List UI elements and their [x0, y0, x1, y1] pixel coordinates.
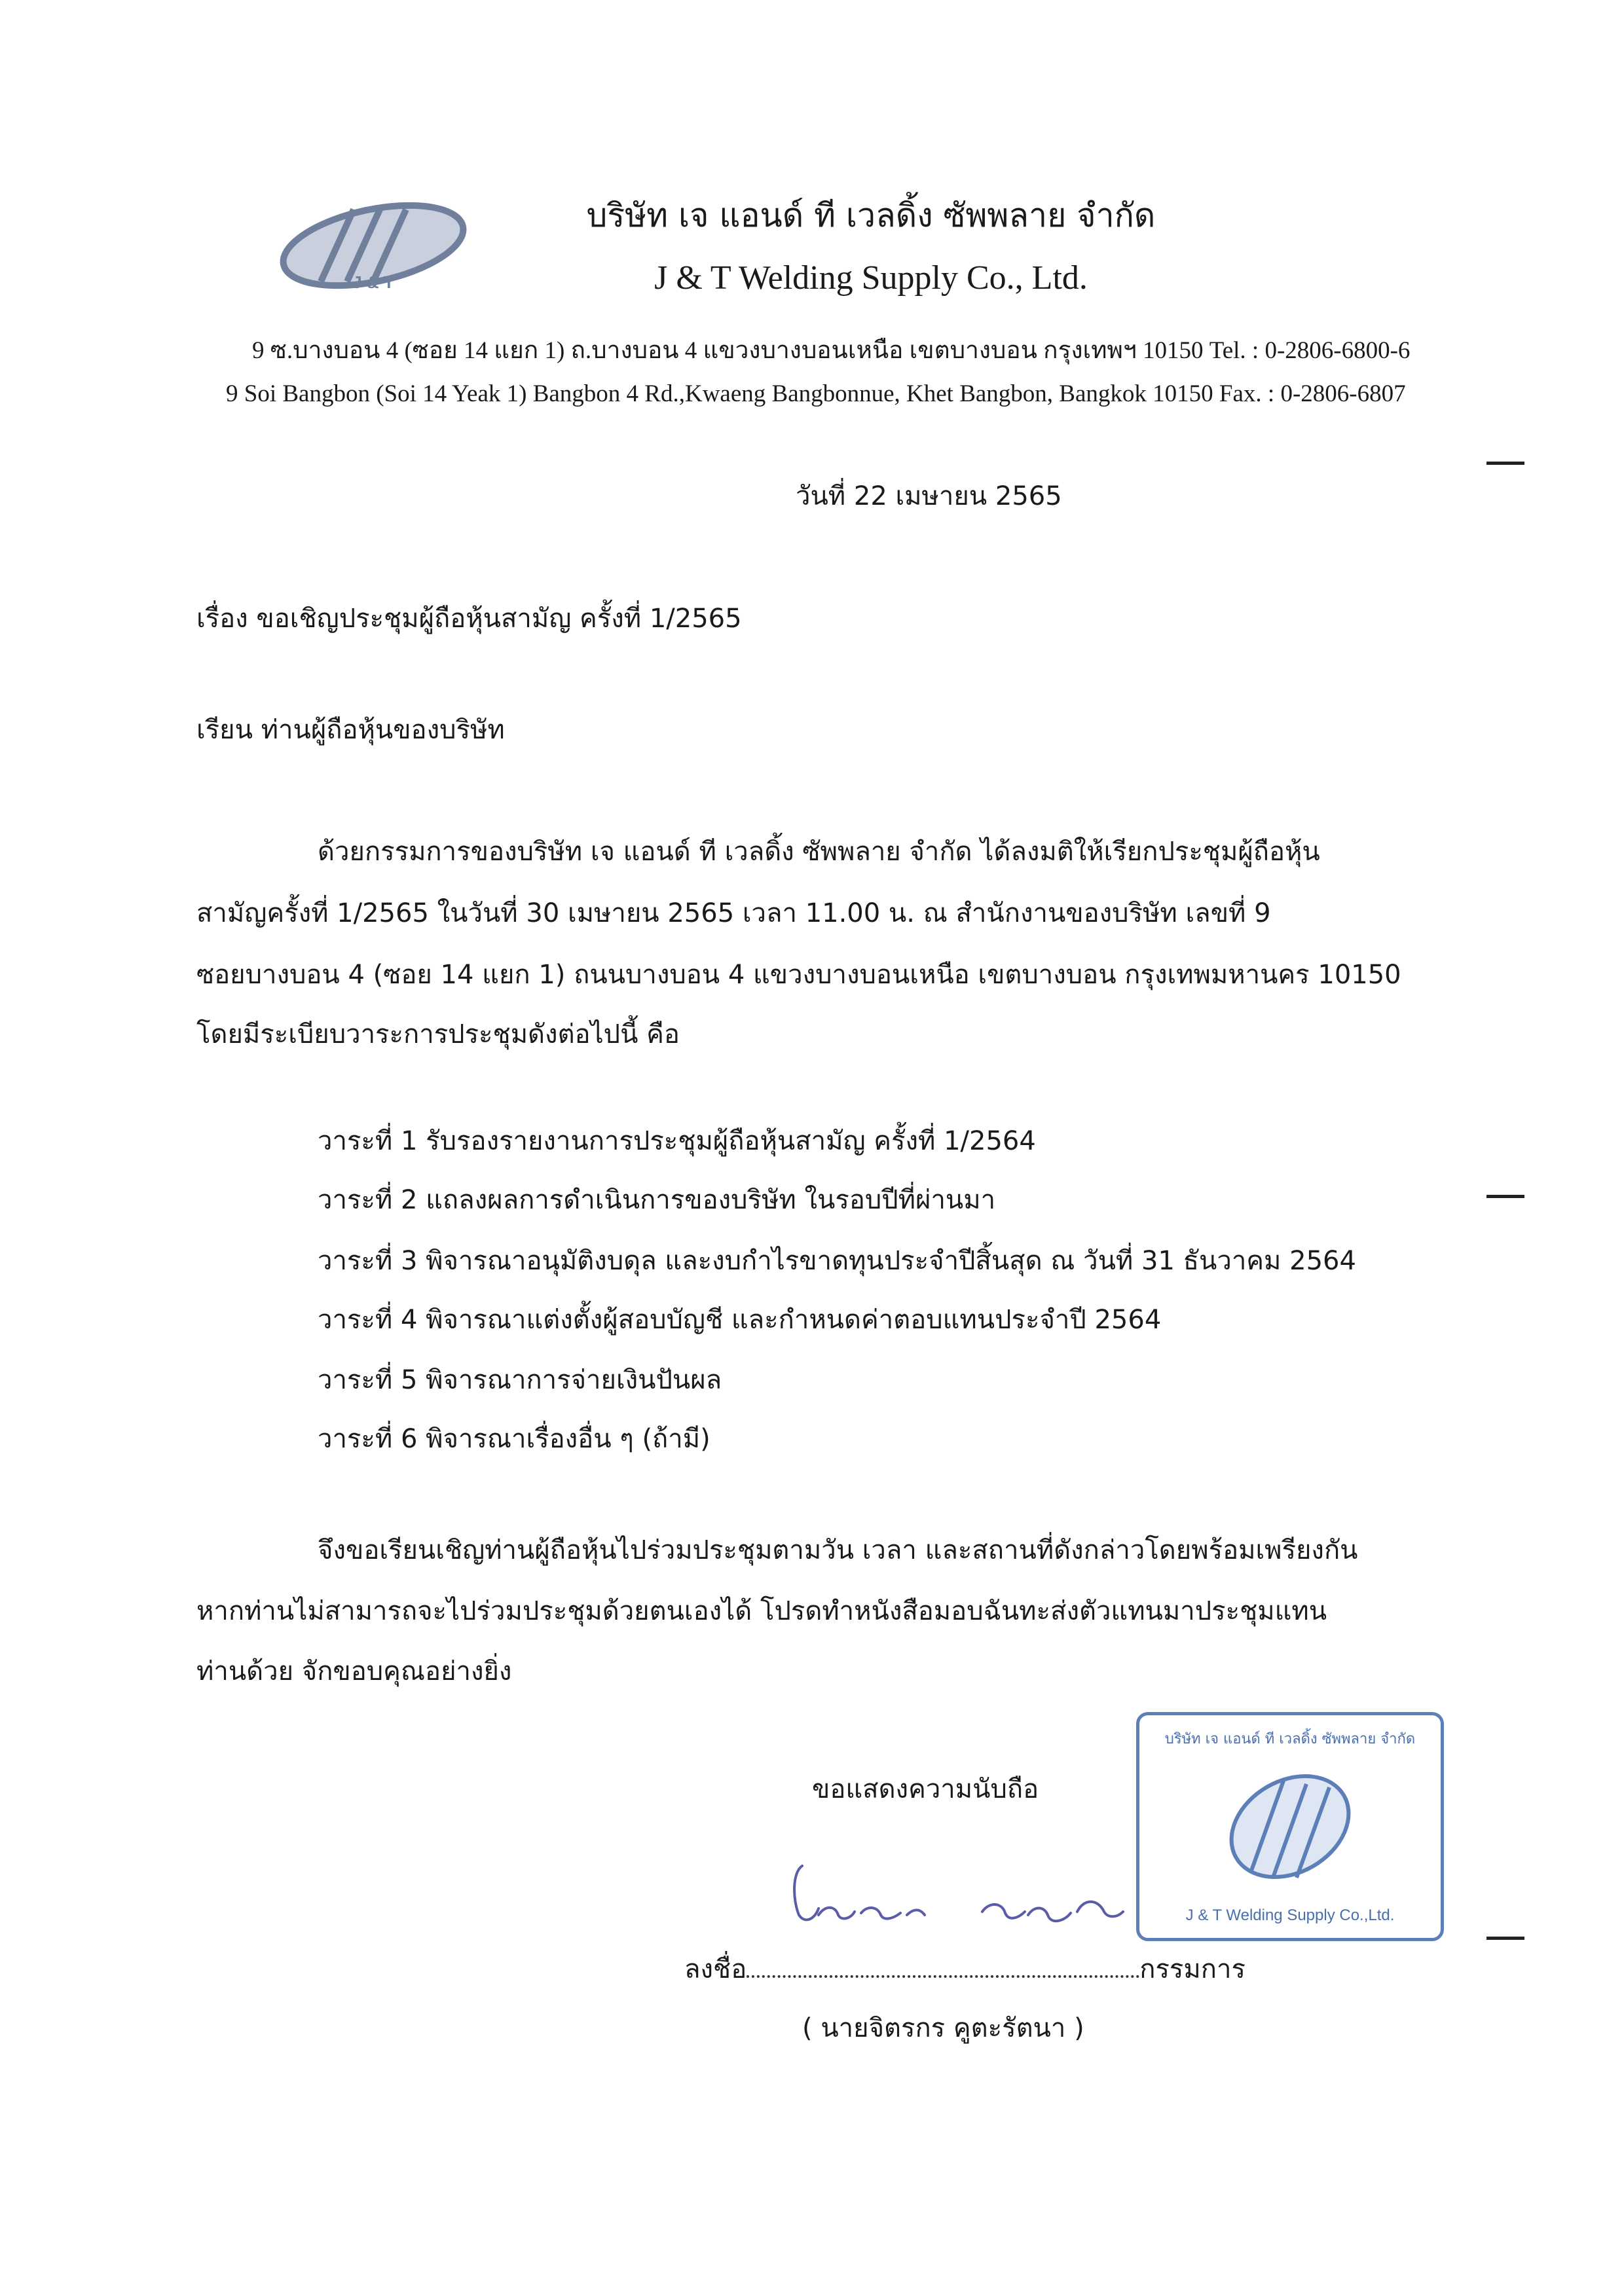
sign-prefix: ลงชื่อ: [684, 1954, 747, 1984]
agenda-item: วาระที่ 6 พิจารณาเรื่องอื่น ๆ (ถ้ามี): [318, 1424, 710, 1454]
closing-phrase: ขอแสดงความนับถือ: [812, 1774, 1039, 1804]
address-thai: 9 ซ.บางบอน 4 (ซอย 14 แยก 1) ถ.บางบอน 4 แขวงบางบอนเหนือ เขตบางบอน กรุงเทพฯ 10150 Tel. : 0-2806-6800-6: [252, 337, 1411, 364]
logo-text: J & T: [352, 272, 394, 292]
paragraph-2-line: ท่านด้วย จักขอบคุณอย่างยิ่ง: [196, 1656, 512, 1686]
address-english: 9 Soi Bangbon (Soi 14 Yeak 1) Bangbon 4 Rd.,Kwaeng Bangbonnue, Khet Bangbon, Bangkok 10150 Fax. : 0-2806-6807: [226, 380, 1406, 407]
agenda-item: วาระที่ 5 พิจารณาการจ่ายเงินปันผล: [318, 1365, 722, 1395]
agenda-item: วาระที่ 1 รับรองรายงานการประชุมผู้ถือหุ้นสามัญ ครั้งที่ 1/2564: [318, 1126, 1036, 1156]
company-name-thai: บริษัท เจ แอนด์ ที เวลดิ้ง ซัพพลาย จำกัด: [586, 196, 1156, 234]
paragraph-1-line: สามัญครั้งที่ 1/2565 ในวันที่ 30 เมษายน 2565 เวลา 11.00 น. ณ สำนักงานของบริษัท เลขที่ 9: [196, 898, 1271, 928]
letter-subject: เรื่อง ขอเชิญประชุมผู้ถือหุ้นสามัญ ครั้งที่ 1/2565: [196, 604, 742, 634]
sign-line: [684, 1948, 1246, 1990]
agenda-item: วาระที่ 3 พิจารณาอนุมัติงบดุล และงบกำไรขาดทุนประจำปีสิ้นสุด ณ วันที่ 31 ธันวาคม 2564: [318, 1246, 1356, 1276]
letter-salutation: เรียน ท่านผู้ถือหุ้นของบริษัท: [196, 715, 505, 745]
fold-mark: [1486, 462, 1524, 465]
agenda-item: วาระที่ 2 แถลงผลการดำเนินการของบริษัท ในรอบปีที่ผ่านมา: [318, 1185, 996, 1215]
paragraph-1-line: ซอยบางบอน 4 (ซอย 14 แยก 1) ถนนบางบอน 4 แขวงบางบอนเหนือ เขตบางบอน กรุงเทพมหานคร 10150: [196, 960, 1401, 990]
handwritten-signature: [753, 1853, 1211, 1944]
paragraph-1-line: โดยมีระเบียบวาระการประชุมดังต่อไปนี้ คือ: [196, 1019, 680, 1049]
stamp-logo: [1218, 1761, 1362, 1892]
fold-mark: [1486, 1195, 1524, 1198]
paragraph-2-line: จึงขอเรียนเชิญท่านผู้ถือหุ้นไปร่วมประชุมตามวัน เวลา และสถานที่ดังกล่าวโดยพร้อมเพรียงกัน: [318, 1535, 1358, 1565]
paragraph-1-line: ด้วยกรรมการของบริษัท เจ แอนด์ ที เวลดิ้ง ซัพพลาย จำกัด ได้ลงมติให้เรียกประชุมผู้ถือหุ้น: [318, 837, 1320, 867]
stamp-company-english: J & T Welding Supply Co.,Ltd.: [1185, 1906, 1395, 1924]
company-name-english: J & T Welding Supply Co., Ltd.: [654, 259, 1088, 297]
signature-dotted-line: [747, 1975, 1139, 1978]
letter-date: วันที่ 22 เมษายน 2565: [796, 481, 1062, 511]
agenda-item: วาระที่ 4 พิจารณาแต่งตั้งผู้สอบบัญชี และกำหนดค่าตอบแทนประจำปี 2564: [318, 1305, 1162, 1335]
stamp-company-thai: บริษัท เจ แอนด์ ที เวลดิ้ง ซัพพลาย จำกัด: [1164, 1731, 1416, 1747]
fold-mark: [1486, 1937, 1524, 1940]
signer-name: ( นายจิตรกร คูตะรัตนา ): [802, 2013, 1084, 2043]
sign-suffix: กรรมการ: [1139, 1954, 1246, 1984]
paragraph-2-line: หากท่านไม่สามารถจะไปร่วมประชุมด้วยตนเองได้ โปรดทำหนังสือมอบฉันทะส่งตัวแทนมาประชุมแทน: [196, 1596, 1327, 1626]
